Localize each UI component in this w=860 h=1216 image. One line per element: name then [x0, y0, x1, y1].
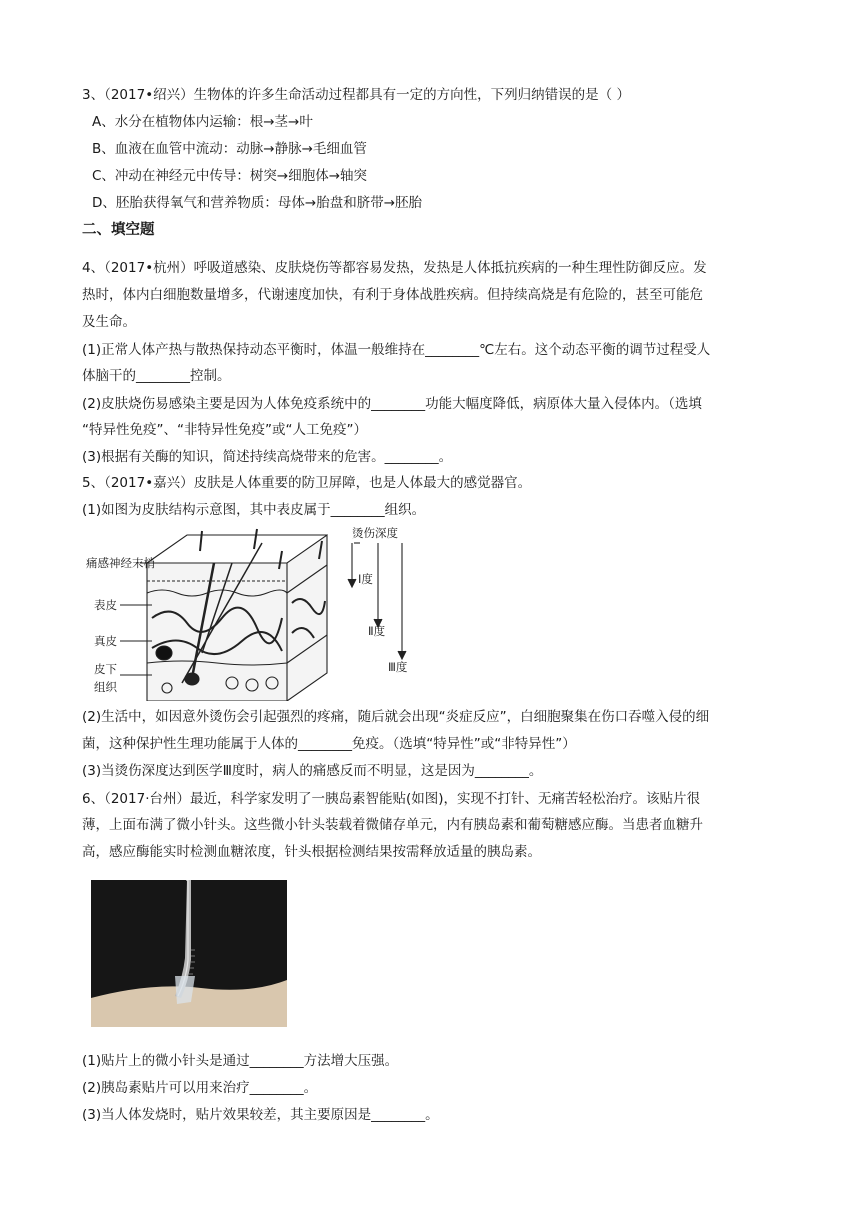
- q3-option-d: D、胚胎获得氧气和营养物质：母体→胎盘和脐带→胚胎: [92, 195, 423, 211]
- q4-part2-line2: “特异性免疫”、“非特异性免疫”或“人工免疫”）: [82, 422, 367, 438]
- q6-stem-line2: 薄，上面布满了微小针头。这些微小针头装载着微储存单元，内有胰岛素和葡萄糖感应酶。当患者血糖升: [82, 817, 703, 833]
- section-heading: 二、填空题: [82, 222, 155, 238]
- skin-structure-diagram: [82, 523, 420, 701]
- q3-option-c: C、冲动在神经元中传导：树突→细胞体→轴突: [92, 168, 368, 184]
- label-epidermis: 表皮: [94, 598, 117, 612]
- q6-stem-line1: 6、（2017·台州）最近，科学家发明了一胰岛素智能贴(如图)，实现不打针、无痛苦轻松治疗。该贴片很: [82, 791, 701, 807]
- q4-stem-line1: 4、（2017•杭州）呼吸道感染、皮肤烧伤等都容易发热，发热是人体抵抗疾病的一种生理性防御反应。发: [82, 260, 707, 276]
- label-burn-depth: 烫伤深度: [352, 526, 398, 540]
- q3-option-b: B、血液在血管中流动：动脉→静脉→毛细血管: [92, 141, 367, 157]
- q3-stem: 3、（2017•绍兴）生物体的许多生命活动过程都具有一定的方向性，下列归纳错误的是（ ）: [82, 87, 630, 103]
- q4-stem-line2: 热时，体内白细胞数量增多，代谢速度加快，有利于身体战胜疾病。但持续高烧是有危险的，甚至可能危: [82, 287, 703, 303]
- q4-part1-line1: (1)正常人体产热与散热保持动态平衡时，体温一般维持在________℃左右。这个动态平衡的调节过程受人: [82, 342, 711, 358]
- label-pain-nerve-ending: 痛感神经末梢: [86, 556, 155, 570]
- q6-stem-line3: 高，感应酶能实时检测血糖浓度，针头根据检测结果按需释放适量的胰岛素。: [82, 844, 541, 860]
- q6-part3: (3)当人体发烧时，贴片效果较差，其主要原因是________。: [82, 1107, 439, 1123]
- q6-part1: (1)贴片上的微小针头是通过________方法增大压强。: [82, 1053, 399, 1069]
- q5-part1: (1)如图为皮肤结构示意图，其中表皮属于________组织。: [82, 502, 426, 518]
- q5-part3: (3)当烫伤深度达到医学Ⅲ度时，病人的痛感反而不明显，这是因为________。: [82, 763, 543, 779]
- insulin-patch-photo: [91, 880, 287, 1027]
- q5-part2-line2: 菌，这种保护性生理功能属于人体的________免疫。（选填“特异性”或“非特异性”）: [82, 736, 576, 752]
- q4-part1-line2: 体脑干的________控制。: [82, 368, 231, 384]
- q5-part2-line1: (2)生活中，如因意外烫伤会引起强烈的疼痛，随后就会出现“炎症反应”，白细胞聚集在伤口吞噬入侵的细: [82, 709, 710, 725]
- q4-stem-line3: 及生命。: [82, 314, 136, 330]
- label-degree-1: Ⅰ度: [358, 572, 373, 586]
- label-subcutaneous-2: 组织: [94, 680, 117, 694]
- q3-option-a: A、水分在植物体内运输：根→茎→叶: [92, 114, 313, 130]
- q6-part2: (2)胰岛素贴片可以用来治疗________。: [82, 1080, 318, 1096]
- q4-part3: (3)根据有关酶的知识，简述持续高烧带来的危害。________。: [82, 449, 453, 465]
- label-degree-3: Ⅲ度: [388, 660, 408, 674]
- q5-stem: 5、（2017•嘉兴）皮肤是人体重要的防卫屏障，也是人体最大的感觉器官。: [82, 475, 532, 491]
- q4-part2-line1: (2)皮肤烧伤易感染主要是因为人体免疫系统中的________功能大幅度降低，病原体大量入侵体内。（选填: [82, 396, 702, 412]
- label-subcutaneous-1: 皮下: [94, 662, 117, 676]
- label-dermis: 真皮: [94, 634, 117, 648]
- label-degree-2: Ⅱ度: [368, 624, 386, 638]
